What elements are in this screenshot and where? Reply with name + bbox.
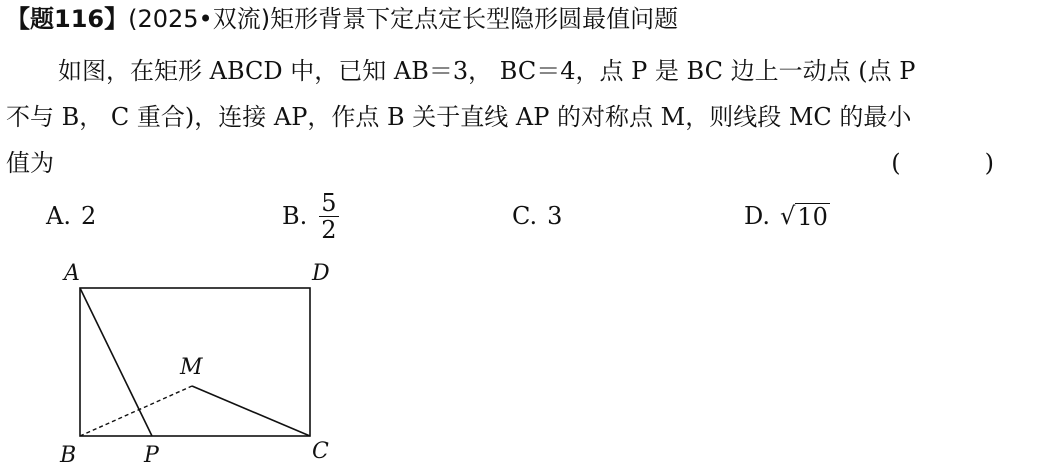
label-p: P [144,443,159,468]
geometry-figure [40,256,340,472]
problem-line-3-text: 值为 [6,149,54,177]
option-b[interactable] [282,186,339,246]
problem-statement [6,48,1034,186]
segment-mc [192,386,310,436]
segment-bm-dashed [80,386,192,436]
problem-title-text: (2025•双流)矩形背景下定点定长型隐形圆最值问题 [128,5,679,33]
option-b-letter: B. [282,202,308,230]
option-b-denominator: 2 [321,215,337,244]
answer-options [0,186,1042,246]
option-a-value: 2 [80,202,97,230]
option-a[interactable] [46,186,96,246]
option-c[interactable] [512,186,562,246]
option-b-fraction [319,190,338,243]
radical-sign: √ [780,202,796,230]
label-c: C [312,439,329,464]
option-c-value: 3 [547,202,563,230]
label-a: A [64,261,80,286]
problem-line-2: 不与 B， C 重合)，连接 AP，作点 B 关于直线 AP 的对称点 M，则线段 MC 的最小 [6,103,912,131]
option-a-letter: A. [46,202,71,230]
segment-ap [80,288,152,436]
option-c-letter: C. [512,202,538,230]
option-b-numerator: 5 [321,188,337,217]
problem-line-1: 如图，在矩形 ABCD 中，已知 AB＝3， BC＝4，点 P 是 BC 边上一动点 (点 P [58,57,916,85]
label-d: D [312,261,330,286]
problem-title [6,4,678,34]
answer-blank: ( ) [891,149,1024,177]
problem-number: 【题116】 [6,5,129,33]
option-d-letter: D. [744,202,771,230]
label-b: B [60,443,77,468]
option-d-radicand: 10 [797,202,828,231]
option-d[interactable] [744,186,830,246]
label-m: M [180,355,203,380]
option-d-sqrt [780,202,830,230]
problem-line-3 [6,140,1034,186]
